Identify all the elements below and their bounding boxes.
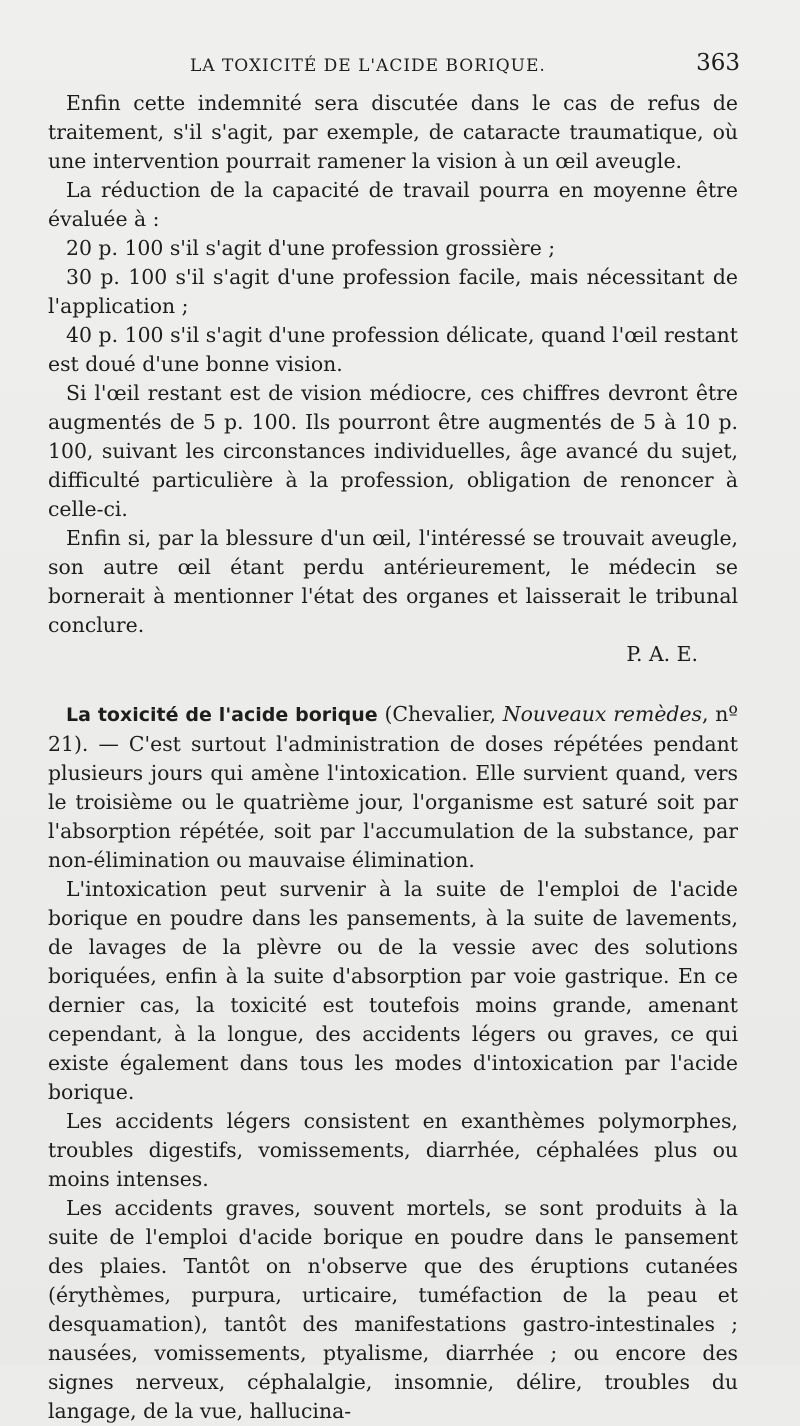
article-lead-paragraph: [48, 700, 738, 875]
citation-open: (Chevalier,: [377, 702, 503, 726]
paragraph-treatment-refusal: Enfin cette indemnité sera discutée dans le cas de refus de traitement, s'il s'agit, par exemple, de cataracte traumatique, où une intervention pourrait ramener la vision à un œil aveugle.: [48, 91, 738, 173]
paragraph-light-accidents: Les accidents légers consistent en exanthèmes polymorphes, troubles digestifs, vomissements, diarrhée, céphalées plus ou moins intenses.: [48, 1109, 738, 1191]
paragraph-intoxication-routes: L'intoxication peut survenir à la suite de l'emploi de l'acide borique en poudre dans les pansements, à la suite de lavements, de lavages de la plèvre ou de la vessie avec des solutions boriquées, enfin à la suite d'absorption par voie gastrique. En ce dernier cas, la toxicité est toutefois moins grande, amenant cependant, à la longue, des accidents légers ou graves, ce qui existe également dans tous les modes d'intoxication par l'acide borique.: [48, 877, 738, 1104]
page-number: 363: [696, 50, 740, 76]
list-item-20-percent: 20 p. 100 s'il s'agit d'une profession grossière ;: [66, 236, 556, 260]
paragraph-work-capacity: La réduction de la capacité de travail pourra en moyenne être évaluée à :: [48, 178, 738, 231]
journal-name: Nouveaux remèdes: [502, 702, 702, 726]
paragraph-mediocre-vision: Si l'œil restant est de vision médiocre, ces chiffres devront être augmentés de 5 p. 100. Ils pourront être augmentés de 5 à 10 p. 100, suivant les circonstances individuelles, âge avancé du sujet, difficulté particulière à la profession, obligation de renoncer à celle-ci.: [48, 381, 738, 521]
page-body: [48, 89, 738, 1426]
list-item-30-percent: 30 p. 100 s'il s'agit d'une profession facile, mais nécessitant de l'application ;: [48, 265, 738, 318]
article-lead-text: , nº 21). — C'est surtout l'administration de doses répétées pendant plusieurs jours qui amène l'intoxication. Elle survient quand, vers le troisième ou le quatrième jour, l'organisme est saturé soit par l'absorption répétée, soit par l'accumulation de la substance, par non-élimination ou mauvaise élimination.: [48, 702, 738, 872]
article-title: La toxicité de l'acide borique: [66, 704, 378, 726]
paragraph-blind: Enfin si, par la blessure d'un œil, l'intéressé se trouvait aveugle, son autre œil étant perdu antérieurement, le médecin se bornerait à mentionner l'état des organes et laisserait le tribunal conclure.: [48, 526, 738, 637]
page-header: [50, 50, 740, 84]
section-gap: [48, 669, 738, 700]
paragraph-grave-accidents: Les accidents graves, souvent mortels, se sont produits à la suite de l'emploi d'acide borique en poudre dans le pansement des plaies. Tantôt on n'observe que des éruptions cutanées (érythèmes, purpura, urticaire, tuméfaction de la peau et desquamation), tantôt des manifestations gastro-intestinales ; nausées, vomissements, ptyalisme, diarrhée ; ou encore des signes nerveux, céphalalgie, insomnie, délire, troubles du langage, de la vue, hallucina-: [48, 1196, 738, 1423]
signature: P. A. E.: [626, 642, 698, 666]
list-item-40-percent: 40 p. 100 s'il s'agit d'une profession délicate, quand l'œil restant est doué d'une bonne vision.: [48, 323, 738, 376]
running-title: LA TOXICITÉ DE L'ACIDE BORIQUE.: [190, 56, 546, 76]
